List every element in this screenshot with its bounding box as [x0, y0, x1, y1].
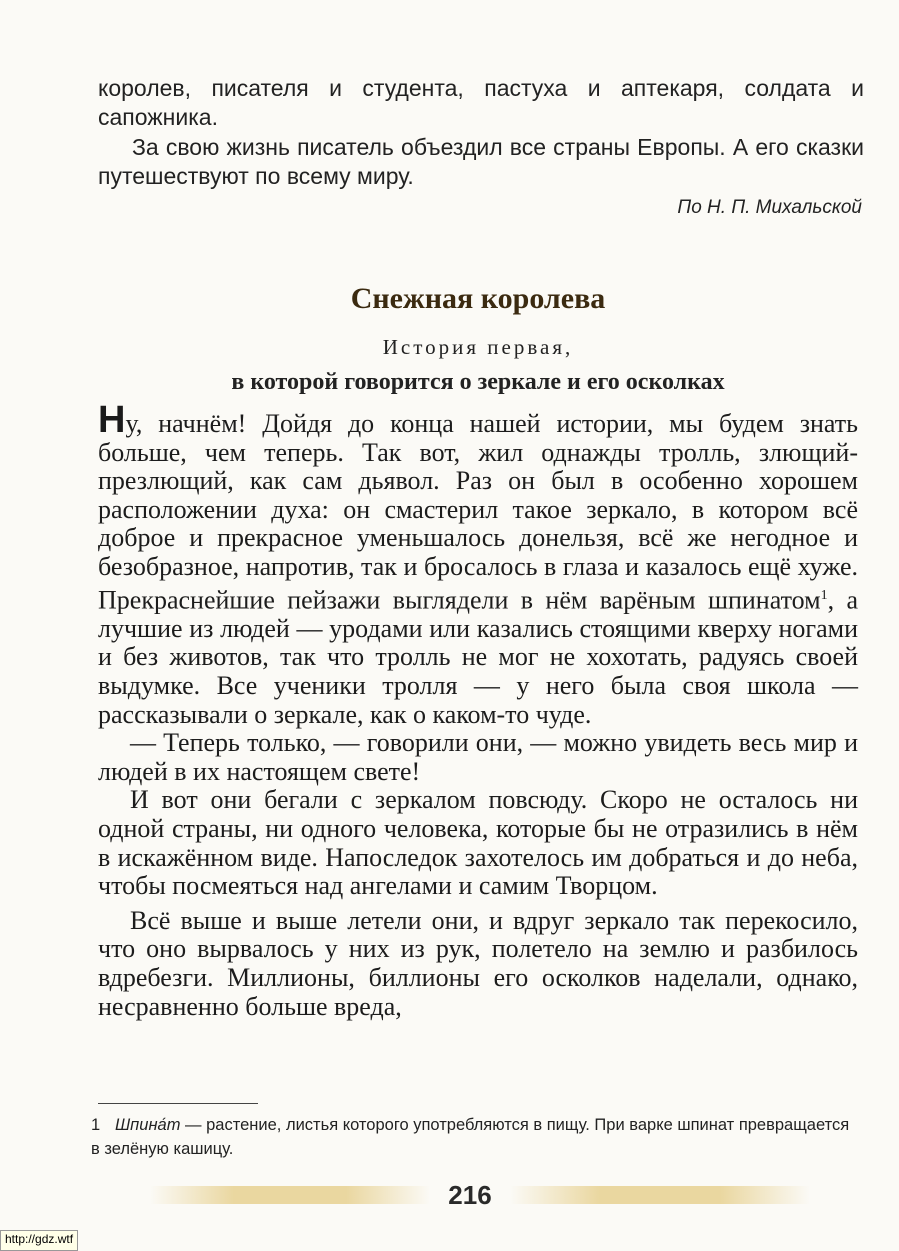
page-decor-right: [510, 1186, 810, 1204]
paragraph-text: , а лучшие из людей — уродами или казались стоящими кверху ногами и без животов, так что тролль не мог не хохотать, радуясь своей выдумке. Все ученики тролля — у него была своя школа — рассказывали о зеркале, как о каком-то чуде.: [98, 585, 859, 729]
intro-paragraph-2: За свою жизнь писатель объездил все страны Европы. А его сказки путешествуют по всему миру.: [98, 134, 864, 189]
watermark-link[interactable]: http://gdz.wtf: [0, 1230, 78, 1251]
page-decor-left: [150, 1186, 430, 1204]
drop-cap: Н: [98, 399, 126, 441]
footnote-term: Шпина́т: [115, 1116, 181, 1134]
chapter-title: в которой говорится о зеркале и его осколках: [231, 369, 725, 395]
intro-paragraph-1: королев, писателя и студента, пастуха и аптекаря, солдата и сапожника.: [98, 75, 864, 130]
chapter-label: История первая,: [382, 335, 574, 359]
footnote: [91, 1113, 861, 1161]
footnote-marker: 1: [820, 587, 828, 603]
paragraph-text: у, начнём! Дойдя до конца нашей истории, мы будем знать больше, чем теперь. Так вот, жил однажды тролль, злющий-презлющий, как сам дьявол. Раз он был в особенно хорошем расположении духа: он смастерил такое зеркало, в котором всё доброе и прекрасное уменьшалось донельзя, всё же негодное и безобразное, напротив, так и бросалось в глаза и казалось ещё хуже. Прекраснейшие пейзажи выглядели в нём варёным шпинатом: [98, 409, 858, 615]
story-paragraph-2: — Теперь только, — говорили они, — можно увидеть весь мир и людей в их настоящем свете!: [98, 728, 858, 786]
story-paragraph-1: [98, 399, 859, 729]
story-paragraph-4: Всё выше и выше летели они, и вдруг зеркало так перекосило, что оно вырвалось у них из рук, полетело на землю и разбилось вдребезги. Миллионы, биллионы его осколков наделали, однако, несравненно больше вреда,: [98, 905, 858, 1021]
story-body: [98, 399, 859, 1021]
page-number: 216: [448, 1180, 492, 1210]
attribution: По Н. П. Михальской: [677, 197, 862, 218]
footnote-divider: [98, 1103, 258, 1104]
story-title: Снежная королева: [350, 282, 606, 315]
story-paragraph-3: И вот они бегали с зеркалом повсюду. Скоро не осталось ни одной страны, ни одного человека, которые бы не отразились в нём в искажённом виде. Напоследок захотелось им добраться и до неба, чтобы посмеяться над ангелами и самим Творцом.: [98, 785, 858, 901]
footnote-text: — растение, листья которого употребляются в пищу. При варке шпинат превращается в зелёную кашицу.: [91, 1116, 850, 1158]
footnote-number: 1: [91, 1116, 101, 1134]
